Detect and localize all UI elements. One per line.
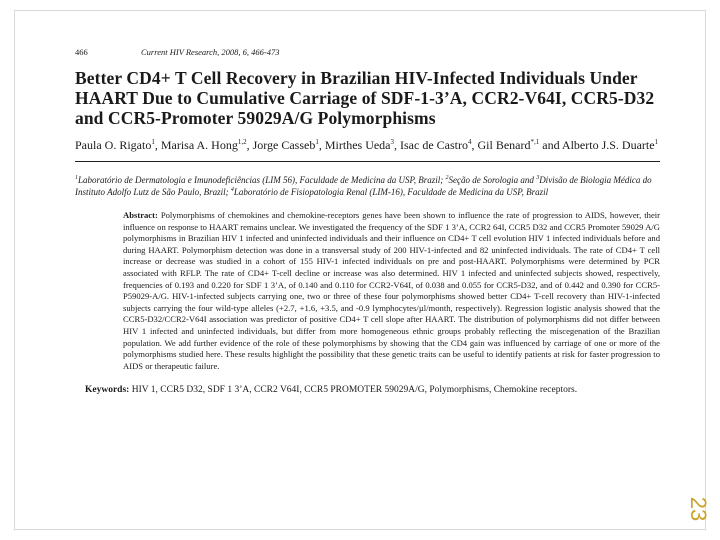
journal-citation: Current HIV Research, 2008, 6, 466-473 <box>141 47 280 57</box>
author-name: Gil Benard <box>477 138 531 152</box>
affiliation-marker: 2 <box>445 175 449 181</box>
author-affiliation-marker: 1 <box>654 138 659 146</box>
affiliations <box>75 174 660 198</box>
keywords-text: HIV 1, CCR5 D32, SDF 1 3’A, CCR2 V64I, CCR5 PROMOTER 59029A/G, Polymorphisms, Chemokine receptors. <box>131 385 578 396</box>
affiliation-text: Divisão de Biologia Médica do Instituto Adolfo Lutz de São Paulo, Brazil; <box>75 175 652 197</box>
author-name: Marisa A. Hong <box>160 138 238 152</box>
author-name: Jorge Casseb <box>252 138 316 152</box>
slide-number: 23 <box>685 496 711 522</box>
author-name: Alberto J.S. Duarte <box>561 138 655 152</box>
keywords-label: Keywords: <box>85 385 130 396</box>
affiliation-text: Laboratório de Dermatologia e Imunodeficiências (LIM 56), Faculdade de Medicina da USP, Brazil; <box>78 175 446 185</box>
affiliation-marker: 1 <box>75 175 78 181</box>
author-affiliation-marker: 3 <box>390 138 395 146</box>
abstract-label: Abstract: <box>123 210 158 220</box>
author-affiliation-marker: 1 <box>315 138 319 146</box>
affiliation-marker: 4 <box>230 187 234 193</box>
author-name: Isac de Castro <box>400 138 468 152</box>
author-affiliation-marker: 1,2 <box>237 138 247 146</box>
author-name: Paula O. Rigato <box>75 138 152 152</box>
page-number: 466 <box>75 47 88 57</box>
author-name: Mirthes Ueda <box>324 138 391 152</box>
abstract <box>123 210 660 372</box>
affiliation-marker: 3 <box>536 175 540 181</box>
author-affiliation-marker: *,1 <box>530 138 540 146</box>
author-affiliation-marker: 4 <box>468 138 472 146</box>
journal-header <box>75 46 660 58</box>
abstract-text: Polymorphisms of chemokines and chemokine-receptors genes have been shown to influence the rate of progression to AIDS, however, their influence on response to HAART remains unclear. We investigated the frequency of the SDF 1 3’A, CCR2 64I, CCR5 D32 and CCR5 Promoter 59029 A/G polymorphisms in Brazilian HIV 1 infected and uninfected individuals and their influence on CD4+ T cell evolution HIV 1 infected individuals before and during HAART. Polymorphism detection was done in a transversal study of 200 HIV-1-infected and 82 uninfected individuals. The rate of CD4+ T cell increase or decrease was studied in a cohort of 155 HIV-1 infected individuals on pre and post-HAART. Polymorphisms were determined by PCR associated with RFLP. The rate of CD4+ T-cell decline or increase was also determined. HIV 1 infected and uninfected subjects showed, respectively, frequencies of 0.193 and 0.220 for SDF 1 3’A, of 0.140 and 0.110 for CCR2-V64I, of 0.038 and 0.055 for CCR5-D32, and of 0.442 and 0.390 for CCR5-P59029-A/G. HIV-1-infected subjects carrying one, two or three of these four polymorphisms showed better CD4+ T-cell recovery than HIV-1-infected subjects carrying the four wild-type alleles (+2.7, +1.6, +3.5, and -0.9 lymphocytes/µl/month, respectively). Regression logistic analysis showed that the CCR5-D32/CCR2-V64I association was predictor of positive CD4+ T cell slope after HAART. The distribution of polymorphisms did not differ between HIV 1 infected and uninfected individuals, but differ from more homogeneous ethnic groups probably reflecting the miscegenation of the Brazilian population. We add further evidence of the role of these polymorphisms by showing that the CD4 gain was influenced by carriage of one or more of the polymorphisms studied here. These results highlight the possibility that these genetic traits can be useful to identify patients at risk for faster progression to AIDS or therapeutic failure. <box>123 210 661 371</box>
author-affiliation-marker: 1 <box>151 138 155 146</box>
keywords <box>85 384 660 396</box>
article-title: Better CD4+ T Cell Recovery in Brazilian HIV-Infected Individuals Under HAART Due to Cumulative Carriage of SDF-1-3’A, CCR2-V64I, CCR5-D32 and CCR5-Promoter 59029A/G Polymorphisms <box>75 68 655 128</box>
author-list: Paula O. Rigato$^1$, Marisa A. Hong$^{1,2}$, Jorge Casseb$^1$, Mirthes Ueda$^3$, Isac de Castro$^4$, Gil Benard$^{*,1}$ and Alberto J.S. Duarte$^1$ <box>75 138 659 152</box>
header-divider <box>75 161 660 162</box>
affiliation-text: Seção de Sorologia and <box>448 175 537 185</box>
paper-page <box>75 46 660 396</box>
affiliation-text: Laboratório de Fisiopatologia Renal (LIM-16), Faculdade de Medicina da USP, Brazil <box>233 187 549 197</box>
